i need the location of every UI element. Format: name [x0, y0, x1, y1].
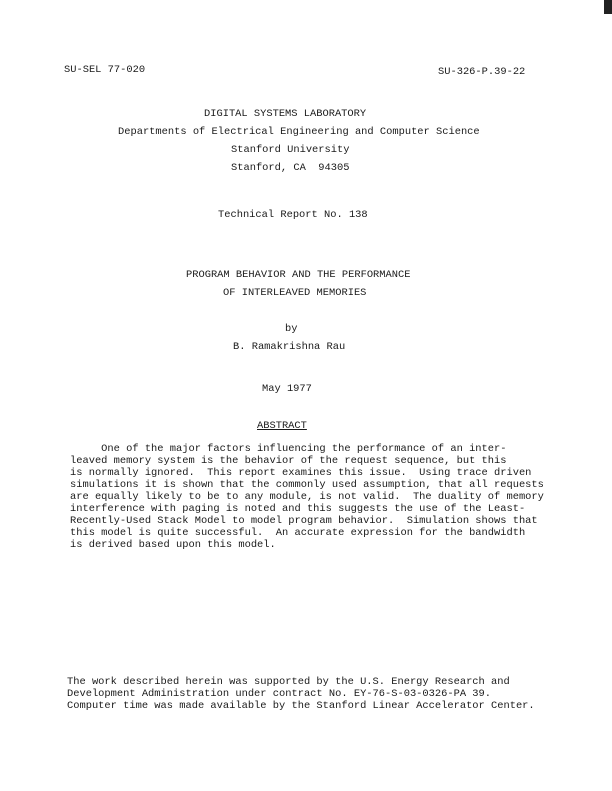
abstract-line: Recently-Used Stack Model to model program behavior. Simulation shows that	[70, 515, 538, 527]
lab-name: DIGITAL SYSTEMS LABORATORY	[204, 108, 367, 120]
report-code-left: SU-SEL 77-020	[64, 64, 146, 76]
scan-corner-mark	[604, 0, 612, 14]
report-number: Technical Report No. 138	[218, 209, 368, 221]
footnote-line: The work described herein was supported by the U.S. Energy Research and	[67, 676, 510, 688]
abstract-line: are equally likely to be to any module, is not valid. The duality of memory	[70, 491, 544, 503]
abstract-line: interference with paging is noted and this suggests the use of the Least-	[70, 503, 526, 515]
departments: Departments of Electrical Engineering and Computer Science	[118, 126, 480, 138]
abstract-line: One of the major factors influencing the performance of an inter-	[70, 443, 507, 455]
abstract-line: is normally ignored. This report examines this issue. Using trace driven	[70, 467, 532, 479]
abstract-heading: ABSTRACT	[257, 420, 307, 432]
abstract-line: leaved memory system is the behavior of the request sequence, but this	[70, 455, 507, 467]
abstract-line: is derived based upon this model.	[70, 539, 276, 551]
author: B. Ramakrishna Rau	[233, 341, 346, 353]
footnote-line: Computer time was made available by the Stanford Linear Accelerator Center.	[67, 700, 535, 712]
footnote-line: Development Administration under contract No. EY-76-S-03-0326-PA 39.	[67, 688, 492, 700]
city: Stanford, CA 94305	[231, 162, 350, 174]
abstract-line: this model is quite successful. An accurate expression for the bandwidth	[70, 527, 526, 539]
university: Stanford University	[231, 144, 350, 156]
date: May 1977	[262, 383, 312, 395]
title-line-1: PROGRAM BEHAVIOR AND THE PERFORMANCE	[186, 269, 411, 281]
abstract-line: simulations it is shown that the commonly used assumption, that all requests	[70, 479, 544, 491]
title-line-2: OF INTERLEAVED MEMORIES	[223, 287, 367, 299]
by-line: by	[285, 323, 298, 335]
report-code-right: SU-326-P.39-22	[438, 66, 526, 78]
